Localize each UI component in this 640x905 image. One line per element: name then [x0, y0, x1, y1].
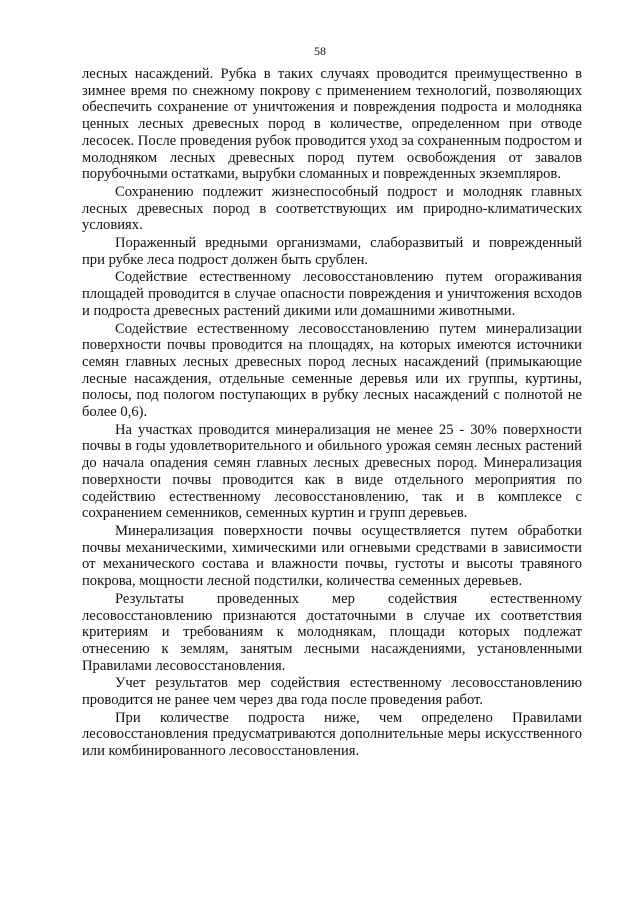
- paragraph-4: Содействие естественному лесовосстановлению путем огораживания площадей проводится в случае опасности повреждения и уничтожения всходов и подроста древесных растений дикими или домашними животными.: [82, 269, 582, 319]
- paragraph-9: Учет результатов мер содействия естественному лесовосстановлению проводится не ранее чем через два года после проведения работ.: [82, 675, 582, 709]
- paragraph-6: На участках проводится минерализация не менее 25 - 30% поверхности почвы в годы удовлетворительного и обильного урожая семян лесных растений до начала опадения семян главных лесных древесных пород. Минерализация поверхности почвы проводится как в виде отдельного мероприятия по содействию естественному лесовосстановлению, так и в комплексе с сохранением семенников, семенных куртин и групп деревьев.: [82, 421, 582, 522]
- paragraph-1: лесных насаждений. Рубка в таких случаях проводится преимущественно в зимнее время по снежному покрову с применением технологий, позволяющих обеспечить сохранение от уничтожения и повреждения подроста и молодняка ценных лесных древесных пород в количестве, определенном при отводе лесосек. После проведения рубок проводится уход за сохраненным подростом и молодняком лесных древесных пород путем освобождения от завалов порубочными остатками, вырубки сломанных и поврежденных экземпляров.: [82, 66, 583, 183]
- paragraph-10: При количестве подроста ниже, чем определено Правилами лесовосстановления предусматриваются дополнительные меры искусственного или комбинированного лесовосстановления.: [82, 709, 582, 760]
- paragraph-3: Пораженный вредными организмами, слаборазвитый и поврежденный при рубке леса подрост должен быть срублен.: [82, 235, 582, 268]
- paragraph-2: Сохранению подлежит жизнеспособный подрост и молодняк главных лесных древесных пород в соответствующих им природно-климатических условиях.: [82, 183, 582, 234]
- paragraph-5: Содействие естественному лесовосстановлению путем минерализации поверхности почвы проводится на площадях, на которых имеются источники семян главных лесных древесных пород лесных насаждений (примыкающие лесные насаждения, отдельные семенные деревья или их группы, куртины, полосы, под пологом поступающих в рубку лесных насаждений с полнотой не более 0,6).: [82, 320, 582, 421]
- paragraph-8: Результаты проведенных мер содействия естественному лесовосстановлению признаются достаточными в случае их соответствия критериям и требованиям к молоднякам, площади которых подлежат отнесению к землям, занятым лесными насаждениями, установленными Правилами лесовосстановления.: [82, 590, 582, 674]
- paragraph-7: Минерализация поверхности почвы осуществляется путем обработки почвы механическими, химическими или огневыми средствами в зависимости от механического состава и влажности почвы, густоты и высоты травяного покрова, мощности лесной подстилки, количества семенных деревьев.: [82, 522, 582, 590]
- page-number: 58: [314, 44, 326, 58]
- document-body: [82, 66, 582, 760]
